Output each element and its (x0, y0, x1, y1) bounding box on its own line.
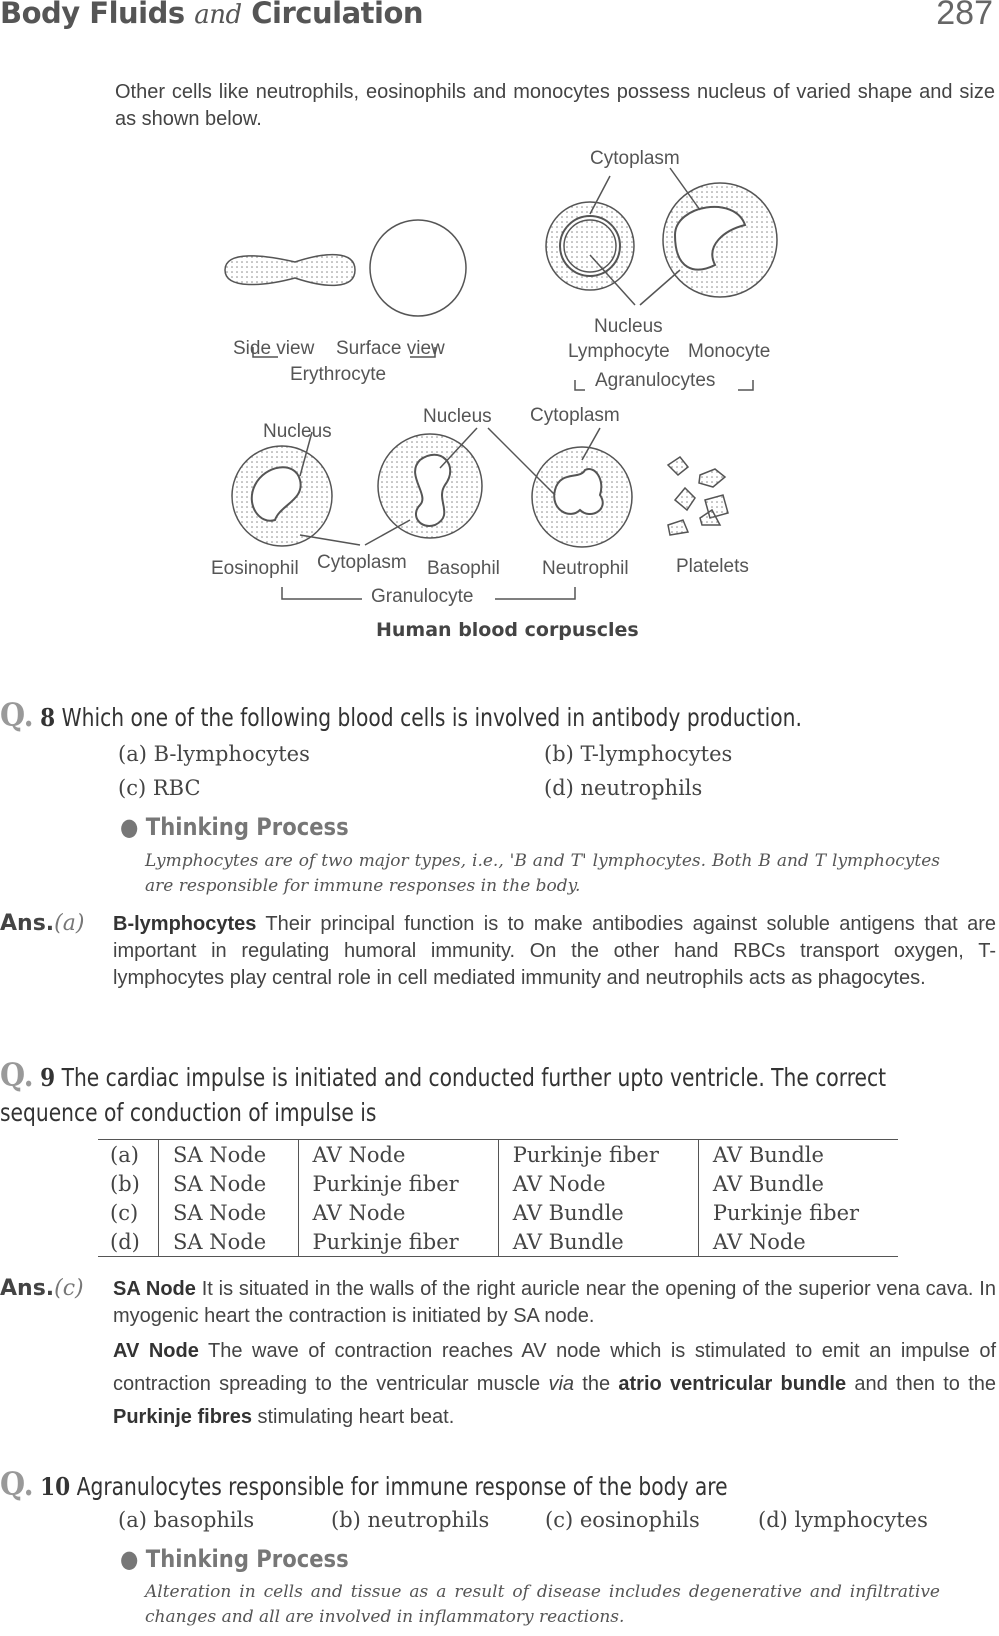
label-surface-view: Surface view (336, 338, 445, 359)
answer-term: atrio ventricular bundle (618, 1373, 847, 1395)
table-row (98, 1169, 898, 1198)
label-neutrophil: Neutrophil (542, 558, 629, 579)
question-10 (0, 1467, 990, 1504)
answer-body: It is situated in the walls of the right auricle near the opening of the superior vena cava. In myogenic heart the contraction is initiated by SA node. (113, 1278, 996, 1327)
chapter-title (0, 0, 423, 30)
ans-option: (c) (54, 1276, 84, 1301)
answer-body: Their principal function is to make antibodies against soluble antigens that are important in regulating humoral immunity. On the other hand RBCs transport oxygen, T-lymphocytes play central role in cell mediated immunity and neutrophils acts as phagocytes. (113, 913, 996, 989)
label-agranulocytes: Agranulocytes (595, 370, 716, 391)
thinking-process-text: Alteration in cells and tissue as a result of disease includes degenerative and infiltrative changes and all are involved in inflammatory reactions. (145, 1582, 940, 1627)
answer-term: B-lymphocytes (113, 913, 257, 935)
thinking-process-text: Lymphocytes are of two major types, i.e., 'B and T' lymphocytes. Both B and T lymphocytes are responsible for immune responses in the body. (145, 851, 940, 896)
table-row (98, 1198, 898, 1227)
sequence-cell: AV Bundle (498, 1227, 698, 1257)
option-label: (a) (110, 1142, 139, 1167)
answer-term: AV Node (113, 1340, 199, 1362)
table-row (98, 1227, 898, 1257)
ans-text: Ans. (0, 911, 55, 936)
label-eosinophil: Eosinophil (211, 558, 299, 579)
sequence-cell: Purkinje fiber (698, 1198, 898, 1227)
answer-8-text (113, 911, 996, 992)
option-a: (a) basophils (118, 1508, 255, 1532)
label-cytoplasm: Cytoplasm (530, 405, 620, 426)
title-part: Circulation (251, 0, 424, 30)
q-mark: Q. (0, 696, 34, 734)
sequence-cell: SA Node (159, 1140, 299, 1170)
options-table (98, 1139, 898, 1257)
answer-9-para-1 (113, 1276, 996, 1330)
page-number: 287 (936, 0, 993, 32)
platelets (668, 457, 728, 535)
answer-label (0, 911, 84, 936)
label-monocyte: Monocyte (688, 341, 771, 362)
ans-option: (a) (54, 911, 85, 936)
label-lymphocyte: Lymphocyte (568, 341, 670, 362)
sequence-cell: Purkinje fiber (498, 1140, 698, 1170)
erythrocyte-surface-view (370, 220, 466, 316)
answer-term: Purkinje fibres (113, 1406, 252, 1428)
answer-9-para-2 (113, 1335, 996, 1434)
sequence-cell: SA Node (159, 1227, 299, 1257)
sequence-cell: AV Bundle (498, 1198, 698, 1227)
thinking-process-heading (120, 813, 349, 841)
thinking-process-heading (120, 1545, 349, 1573)
sequence-cell: AV Node (298, 1198, 498, 1227)
label-erythrocyte: Erythrocyte (290, 364, 387, 385)
heading-text: Thinking Process (145, 813, 349, 841)
q-mark: Q. (0, 1465, 34, 1503)
question-number: 9 (40, 1063, 56, 1092)
answer-body: the (574, 1373, 619, 1395)
option-label: (c) (110, 1200, 139, 1225)
sequence-cell: SA Node (159, 1169, 299, 1198)
option-d: (d) lymphocytes (758, 1508, 928, 1532)
label-basophil: Basophil (427, 558, 500, 579)
sequence-cell: AV Bundle (698, 1140, 898, 1170)
label-side-view: Side view (233, 338, 315, 359)
question-text: Which one of the following blood cells is involved in antibody production. (61, 703, 802, 732)
answer-label (0, 1276, 84, 1301)
sequence-cell: AV Bundle (698, 1169, 898, 1198)
bulb-icon: ● (120, 813, 139, 841)
answer-body: The wave of contraction reaches AV node which is stimulated to emit an impulse of contraction spreading to the ventricular muscle (113, 1340, 997, 1395)
option-a: (a) B-lymphocytes (118, 742, 310, 766)
answer-body: via (548, 1373, 575, 1395)
question-text: The cardiac impulse is initiated and conducted further upto ventricle. The correct sequence of conduction of impulse is (0, 1063, 887, 1127)
label-platelets: Platelets (676, 556, 749, 577)
option-label: (d) (110, 1229, 140, 1254)
intro-paragraph: Other cells like neutrophils, eosinophils and monocytes possess nucleus of varied shape and size as shown below. (115, 81, 995, 130)
option-c: (c) RBC (118, 776, 201, 800)
sequence-cell: Purkinje fiber (298, 1169, 498, 1198)
question-8 (0, 698, 990, 735)
blood-corpuscles-figure (0, 140, 999, 650)
erythrocyte-side-view (225, 255, 355, 286)
heading-text: Thinking Process (145, 1545, 349, 1573)
table-row (98, 1140, 898, 1170)
label-cytoplasm: Cytoplasm (317, 552, 407, 573)
answer-body: stimulating heart beat. (251, 1406, 455, 1428)
option-c: (c) eosinophils (545, 1508, 700, 1532)
figure-caption: Human blood corpuscles (376, 619, 639, 641)
question-text: Agranulocytes responsible for immune response of the body are (76, 1472, 728, 1501)
title-part: Body Fluids (0, 0, 185, 30)
sequence-cell: AV Node (698, 1227, 898, 1257)
option-label: (b) (110, 1171, 140, 1196)
sequence-cell: AV Node (498, 1169, 698, 1198)
answer-body: and then to the (846, 1373, 997, 1395)
q-mark: Q. (0, 1056, 34, 1094)
option-b: (b) neutrophils (331, 1508, 490, 1532)
label-cytoplasm: Cytoplasm (590, 148, 680, 169)
question-9 (0, 1058, 990, 1130)
ans-text: Ans. (0, 1276, 55, 1301)
label-granulocyte: Granulocyte (371, 586, 474, 607)
label-nucleus: Nucleus (263, 421, 332, 442)
option-b: (b) T-lymphocytes (544, 742, 733, 766)
sequence-cell: SA Node (159, 1198, 299, 1227)
label-nucleus: Nucleus (594, 316, 663, 337)
title-and: and (194, 0, 242, 30)
sequence-cell: Purkinje fiber (298, 1227, 498, 1257)
question-number: 10 (40, 1472, 71, 1501)
bulb-icon: ● (120, 1545, 139, 1573)
sequence-cell: AV Node (298, 1140, 498, 1170)
option-d: (d) neutrophils (544, 776, 703, 800)
question-number: 8 (40, 703, 56, 732)
label-nucleus: Nucleus (423, 406, 492, 427)
answer-term: SA Node (113, 1278, 196, 1300)
